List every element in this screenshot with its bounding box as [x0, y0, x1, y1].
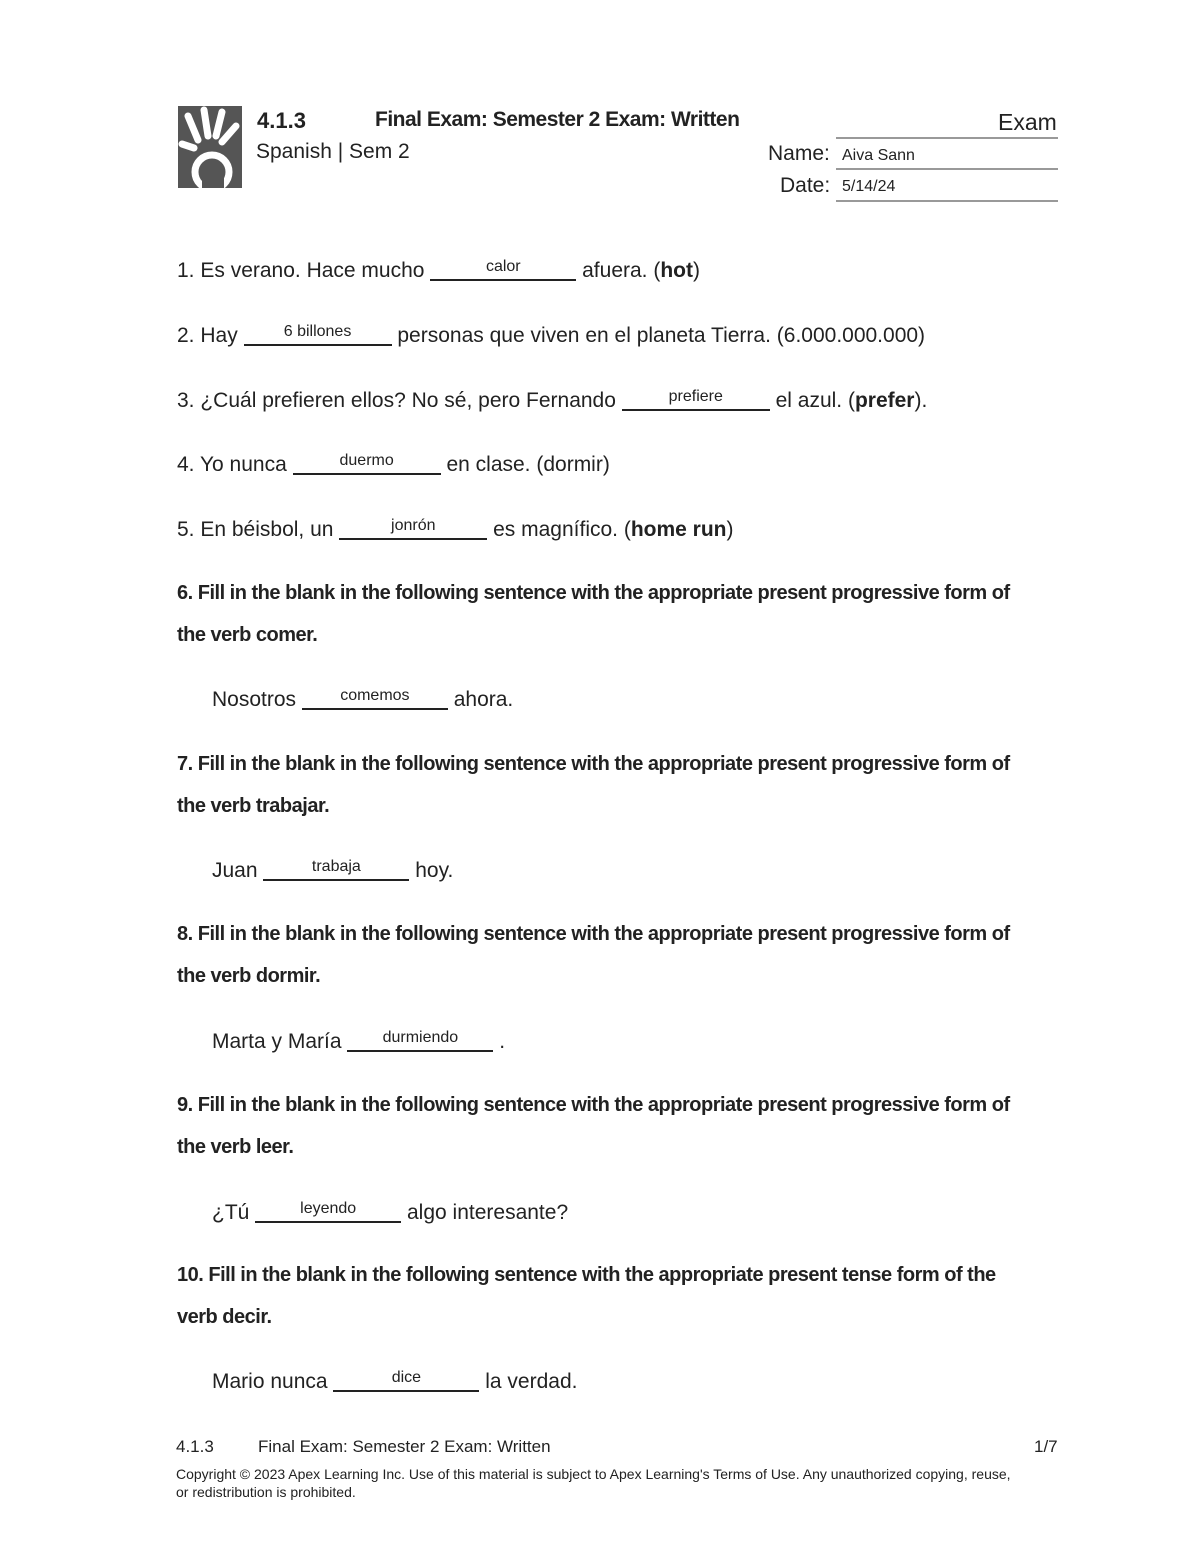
header-rule: [836, 137, 1058, 139]
question-10-instruction: 10. Fill in the blank in the following sentence with the appropriate present tense form of the verb decir.: [177, 1264, 996, 1328]
answer-blank[interactable]: [430, 257, 576, 281]
answer-blank[interactable]: [622, 387, 770, 411]
answer-text: leyendo: [300, 1200, 357, 1217]
question-7-instruction: 7. Fill in the blank in the following sentence with the appropriate present progressive form of the verb trabajar.: [177, 753, 1010, 817]
answer-text: calor: [485, 258, 521, 275]
name-field-rule: [836, 168, 1058, 170]
date-value[interactable]: 5/14/24: [842, 178, 896, 195]
page-number: 1/7: [1034, 1437, 1058, 1456]
answer-blank[interactable]: [333, 1368, 479, 1392]
answer-text: durmiendo: [382, 1029, 459, 1046]
answer-text: dice: [391, 1369, 422, 1386]
name-value[interactable]: Aiva Sann: [842, 147, 915, 164]
answer-blank[interactable]: [244, 322, 392, 346]
answer-blank[interactable]: [347, 1028, 493, 1052]
question-6: Nosotros comemos ahora.: [212, 687, 514, 711]
answer-text: trabaja: [311, 858, 361, 875]
header-title: Final Exam: Semester 2 Exam: Written: [375, 108, 740, 131]
header-type: Exam: [998, 109, 1057, 135]
date-label: Date:: [780, 174, 831, 197]
date-field-rule: [836, 200, 1058, 202]
copyright-notice: Copyright © 2023 Apex Learning Inc. Use of this material is subject to Apex Learning's Terms of Use. Any unauthorized copying, reuse, or redistribution is prohibited.: [176, 1466, 1011, 1500]
question-3: 3. ¿Cuál prefieren ellos? No sé, pero Fernando prefiere el azul. (prefer).: [177, 388, 928, 412]
name-label: Name:: [768, 142, 830, 165]
answer-text: prefiere: [668, 388, 723, 405]
answer-text: 6 billones: [283, 323, 352, 340]
answer-text: comemos: [340, 687, 410, 704]
answer-blank[interactable]: [255, 1199, 401, 1223]
question-7: Juan trabaja hoy.: [212, 858, 454, 882]
footer-code: 4.1.3: [176, 1437, 214, 1456]
footer-title: Final Exam: Semester 2 Exam: Written: [258, 1437, 551, 1456]
question-5: 5. En béisbol, un jonrón es magnífico. (home run): [177, 517, 734, 541]
question-9: ¿Tú leyendo algo interesante?: [212, 1200, 569, 1224]
answer-text: duermo: [339, 452, 394, 469]
answer-blank[interactable]: [339, 516, 487, 540]
hint: home run: [630, 518, 727, 541]
question-6-instruction: 6. Fill in the blank in the following sentence with the appropriate present progressive form of the verb comer.: [177, 582, 1010, 646]
answer-blank[interactable]: [293, 451, 441, 475]
question-10: Mario nunca dice la verdad.: [212, 1369, 578, 1393]
answer-blank[interactable]: [302, 686, 448, 710]
hint: prefer: [854, 389, 915, 412]
question-9-instruction: 9. Fill in the blank in the following sentence with the appropriate present progressive form of the verb leer.: [177, 1094, 1010, 1158]
question-2: 2. Hay 6 billones personas que viven en el planeta Tierra. (6.000.000.000): [177, 323, 926, 347]
apex-logo: [178, 106, 242, 188]
answer-text: jonrón: [391, 517, 436, 534]
answer-blank[interactable]: [263, 857, 409, 881]
hint: hot: [660, 259, 693, 282]
question-8-instruction: 8. Fill in the blank in the following sentence with the appropriate present progressive form of the verb dormir.: [177, 923, 1010, 987]
question-4: 4. Yo nunca duermo en clase. (dormir): [177, 452, 610, 476]
header-course: Spanish | Sem 2: [256, 140, 410, 163]
question-1: 1. Es verano. Hace mucho calor afuera. (hot): [177, 258, 700, 282]
header-code: 4.1.3: [257, 108, 306, 133]
question-8: Marta y María durmiendo .: [212, 1029, 506, 1053]
